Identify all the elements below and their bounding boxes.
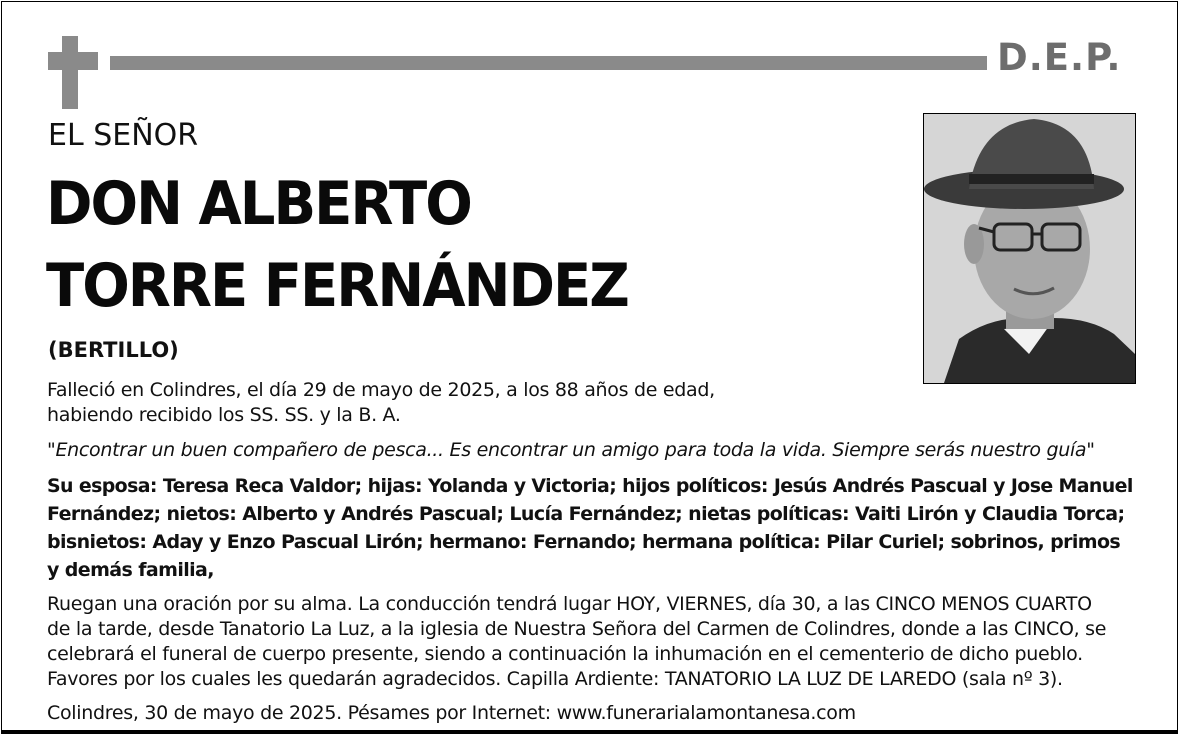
deceased-name-line1: DON ALBERTO — [46, 169, 471, 239]
death-notice-line1: Falleció en Colindres, el día 29 de mayo de 2025, a los 88 años de edad, — [47, 379, 715, 401]
nickname: (BERTILLO) — [48, 338, 179, 362]
family-line1: Su esposa: Teresa Reca Valdor; hijas: Yolanda y Victoria; hijos políticos: Jesús Andrés Pascual y Jose Manuel — [47, 475, 1133, 497]
dep-label: D.E.P. — [997, 36, 1122, 79]
intro-title: EL SEÑOR — [48, 118, 199, 153]
ceremony-line2: de la tarde, desde Tanatorio La Luz, a la iglesia de Nuestra Señora del Carmen de Colindres, donde a las CINCO, se — [47, 618, 1107, 640]
ceremony-line1: Ruegan una oración por su alma. La conducción tendrá lugar HOY, VIERNES, día 30, a las CINCO MENOS CUARTO — [47, 593, 1092, 615]
death-notice-line2: habiendo recibido los SS. SS. y la B. A. — [47, 404, 401, 426]
deceased-name-line2: TORRE FERNÁNDEZ — [46, 251, 628, 321]
family-line3: bisnietos: Aday y Enzo Pascual Lirón; hermano: Fernando; hermana política: Pilar Curiel; sobrinos, primos — [47, 531, 1121, 553]
ceremony-line4: Favores por los cuales les quedarán agradecidos. Capilla Ardiente: TANATORIO LA LUZ DE LAREDO (sala nº 3). — [47, 668, 1063, 690]
portrait-photo — [923, 113, 1136, 384]
header-rule — [110, 56, 987, 70]
footer-line: Colindres, 30 de mayo de 2025. Pésames por Internet: www.funerarialamontanesa.com — [47, 702, 856, 724]
family-line2: Fernández; nietos: Alberto y Andrés Pascual; Lucía Fernández; nietas políticas: Vaiti Lirón y Claudia Torca; — [47, 503, 1125, 525]
ceremony-line3: celebrará el funeral de cuerpo presente, siendo a continuación la inhumación en el cementerio de dicho pueblo. — [47, 643, 1083, 665]
quote: "Encontrar un buen compañero de pesca... Es encontrar un amigo para toda la vida. Siempre serás nuestro guía" — [47, 439, 1095, 461]
family-line4: y demás familia, — [47, 559, 214, 581]
